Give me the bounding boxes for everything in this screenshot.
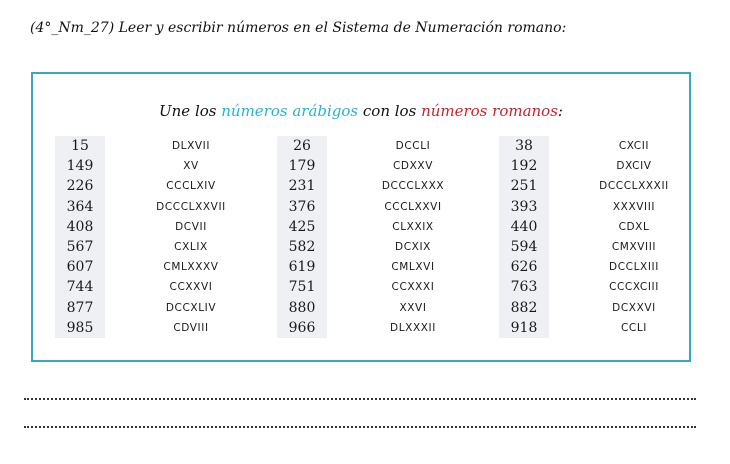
arabic-number: 226 — [66, 178, 94, 195]
arabic-number: 376 — [288, 198, 316, 215]
arabic-number: 26 — [293, 138, 311, 154]
arabic-number: 877 — [66, 299, 94, 316]
roman-numeral: CCCLXXVI — [384, 200, 442, 213]
arabic-number: 179 — [288, 158, 316, 175]
arabic-number: 149 — [66, 158, 94, 175]
roman-numeral: DCCLI — [395, 140, 431, 152]
roman-numeral: DCCCLXXXII — [599, 180, 669, 193]
instruction-text-1: Une los — [159, 102, 222, 120]
arabic-number: 582 — [288, 238, 316, 255]
arabic-number: 882 — [510, 299, 538, 316]
arabic-number: 744 — [66, 279, 94, 296]
arabic-number: 751 — [288, 279, 316, 296]
roman-column-3 — [549, 136, 719, 338]
arabic-number: 192 — [510, 158, 538, 175]
roman-numeral: DCCCLXXVII — [156, 200, 226, 213]
roman-numeral: CCCLXIV — [166, 180, 216, 193]
roman-numeral: DXCIV — [616, 160, 652, 173]
arabic-number: 251 — [510, 178, 538, 195]
roman-numeral: DCVII — [175, 220, 207, 233]
roman-column-1 — [105, 136, 277, 338]
arabic-number: 15 — [71, 138, 89, 154]
arabic-number: 364 — [66, 198, 94, 215]
instruction-roman: números romanos — [421, 102, 558, 120]
roman-numeral: DLXXXII — [390, 321, 436, 334]
roman-numeral: DCXXVI — [612, 301, 656, 314]
roman-column-2 — [327, 136, 499, 338]
roman-numeral: CCLI — [620, 321, 647, 334]
instruction-text-3: : — [557, 102, 563, 120]
arabic-number: 393 — [510, 198, 538, 215]
roman-numeral: CMLXXXV — [163, 261, 219, 274]
roman-numeral: CDVIII — [173, 321, 209, 334]
arabic-number: 985 — [66, 319, 94, 336]
arabic-number: 966 — [288, 319, 316, 336]
roman-numeral: DCCLXIII — [609, 261, 659, 274]
roman-numeral: CCXXXI — [391, 281, 435, 294]
arabic-number: 425 — [288, 218, 316, 235]
arabic-number: 594 — [510, 238, 538, 255]
roman-numeral: XXVI — [399, 301, 427, 314]
exercise-frame — [31, 72, 691, 362]
roman-numeral: CDXXV — [393, 160, 433, 173]
roman-numeral: CXCII — [618, 140, 650, 152]
roman-numeral: DCCCLXXX — [381, 180, 445, 193]
answer-line[interactable] — [24, 398, 696, 400]
roman-numeral: CMLXVI — [391, 261, 435, 274]
arabic-number: 567 — [66, 238, 94, 255]
arabic-number: 408 — [66, 218, 94, 235]
roman-numeral: CDXL — [618, 220, 650, 233]
arabic-number: 38 — [515, 138, 533, 154]
roman-numeral: CCXXVI — [169, 281, 213, 294]
arabic-column-1 — [55, 136, 105, 338]
arabic-number: 619 — [288, 259, 316, 276]
arabic-number: 763 — [510, 279, 538, 296]
arabic-column-3 — [499, 136, 549, 338]
arabic-number: 918 — [510, 319, 538, 336]
roman-numeral: CXLIX — [174, 240, 208, 253]
roman-numeral: CCCXCIII — [609, 281, 659, 294]
roman-numeral: DLXVII — [171, 140, 211, 152]
arabic-number: 880 — [288, 299, 316, 316]
roman-numeral: CLXXIX — [392, 220, 434, 233]
arabic-number: 231 — [288, 178, 316, 195]
roman-numeral: XV — [183, 160, 199, 173]
page-title: (4°_Nm_27) Leer y escribir números en el Sistema de Numeración romano: — [30, 20, 567, 36]
instruction — [33, 102, 689, 120]
matching-grid — [55, 136, 719, 338]
answer-line[interactable] — [24, 426, 696, 428]
roman-numeral: XXXVIII — [612, 200, 656, 213]
roman-numeral: CMXVIII — [611, 240, 657, 253]
arabic-column-2 — [277, 136, 327, 338]
roman-numeral: DCCXLIV — [165, 301, 217, 314]
instruction-arabic: números arábigos — [221, 102, 359, 120]
arabic-number: 626 — [510, 259, 538, 276]
instruction-text-2: con los — [358, 102, 422, 120]
roman-numeral: DCXIX — [395, 240, 431, 253]
arabic-number: 440 — [510, 218, 538, 235]
arabic-number: 607 — [66, 259, 94, 276]
